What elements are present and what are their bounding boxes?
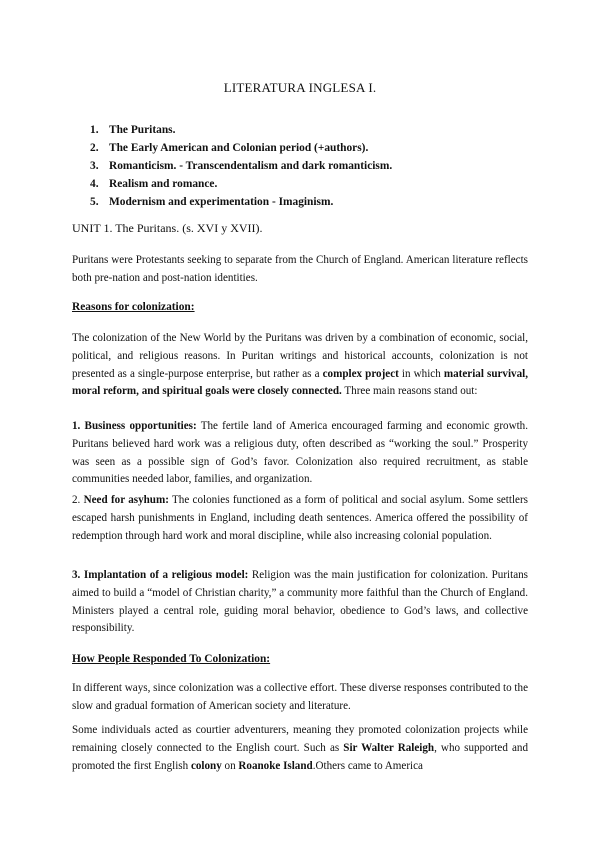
toc-item: 4. Realism and romance. (90, 178, 218, 190)
response-paragraph-2: Some individuals acted as courtier adventurers, meaning they promoted colonization projects while remaining closely connected to the English court. Such as Sir Walter Raleigh, who supported and promoted the first English colony on Roanoke Island.Others came to America (72, 724, 528, 772)
response-heading: How People Responded To Colonization: (72, 653, 271, 665)
unit-heading: UNIT 1. The Puritans. (s. XVI y XVII). (72, 221, 263, 235)
reasons-heading: Reasons for colonization: (72, 301, 195, 313)
table-of-contents (90, 121, 392, 211)
reason-2-paragraph: 2. Need for asyhum: The colonies functioned as a form of political and social asylum. Some settlers escaped harsh punishments in England, including death sentences. America offered the possibility of redemption through hard work and moral discipline, while also increasing colonial population. (72, 494, 528, 542)
reasons-intro-paragraph: The colonization of the New World by the Puritans was driven by a combination of economic, social, political, and religious reasons. In Puritan writings and historical accounts, colonization is not presented as a single-purpose enterprise, but rather as a complex project in which material survival, moral reform, and spiritual goals were closely connected. Three main reasons stand out: (72, 332, 529, 398)
document-title: LITERATURA INGLESA I. (223, 80, 377, 95)
response-paragraph-1: In different ways, since colonization was a collective effort. These diverse responses contributed to the slow and gradual formation of American society and literature. (72, 682, 528, 712)
reason-1-paragraph: 1. Business opportunities: The fertile land of America encouraged farming and economic growth. Puritans believed hard work was a religious duty, often described as “working the soul.” Prosperity was seen as a possible sign of God’s favor. Colonization also required recruitment, as stable communities needed labor, families, and organization. (72, 420, 528, 486)
toc-item: 1. The Puritans. (90, 124, 176, 136)
toc-item: 5. Modernism and experimentation - Imaginism. (90, 196, 334, 208)
intro-paragraph: Puritans were Protestants seeking to separate from the Church of England. American literature reflects both pre-nation and post-nation identities. (72, 254, 528, 284)
toc-item: 3. Romanticism. - Transcendentalism and dark romanticism. (90, 160, 393, 172)
reason-3-paragraph: 3. Implantation of a religious model: Religion was the main justification for colonization. Puritans aimed to build a “model of Christian charity,” a community more faithful than the Church of England. Ministers played a central role, guiding moral behavior, obedience to God’s laws, and collective responsibility. (72, 569, 528, 635)
toc-item: 2. The Early American and Colonian period (+authors). (90, 142, 369, 154)
